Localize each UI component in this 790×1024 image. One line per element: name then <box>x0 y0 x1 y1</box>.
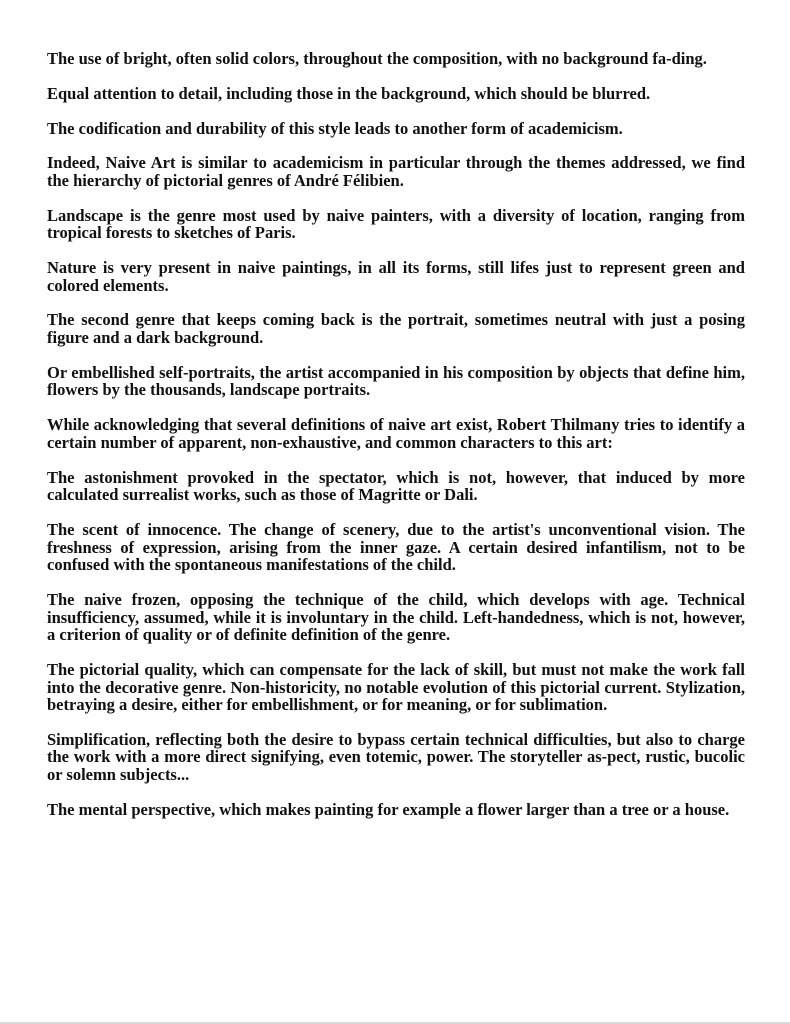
paragraph: The pictorial quality, which can compensate for the lack of skill, but must not make the work fall into the decorative genre. Non-historicity, no notable evolution of this pictorial current. Stylization, betraying a desire, either for embellishment, or for meaning, or for sublimation. <box>47 659 745 715</box>
document-page <box>47 50 745 818</box>
paragraph: Landscape is the genre most used by naive painters, with a diversity of location, ranging from tropical forests to sketches of Paris. <box>47 205 745 243</box>
paragraph: Or embellished self-portraits, the artist accompanied in his composition by objects that define him, flowers by the thousands, landscape portraits. <box>47 362 745 400</box>
paragraph: While acknowledging that several definitions of naive art exist, Robert Thilmany tries to identify a certain number of apparent, non-exhaustive, and common characters to this art: <box>47 415 745 452</box>
paragraph: The codification and durability of this style leads to another form of academicism. <box>47 118 623 138</box>
paragraph: The mental perspective, which makes painting for example a flower larger than a tree or a house. <box>47 799 730 819</box>
paragraph: Simplification, reflecting both the desire to bypass certain technical difficulties, but also to charge the work with a more direct signifying, even totemic, power. The storyteller as-pect, rustic, bucolic or solemn subjects... <box>47 729 745 785</box>
paragraph: The naive frozen, opposing the technique of the child, which develops with age. Technical insufficiency, assumed, while it is involuntary in the child. Left-handedness, which is not, however, a criterion of quality or of definite definition of the genre. <box>47 589 745 645</box>
paragraph: The scent of innocence. The change of scenery, due to the artist's unconventional vision. The freshness of expression, arising from the inner gaze. A certain desired infantilism, not to be confused with the spontaneous manifestations of the child. <box>47 519 745 575</box>
paragraph: The astonishment provoked in the spectator, which is not, however, that induced by more calculated surrealist works, such as those of Magritte or Dali. <box>47 467 745 505</box>
paragraph: The second genre that keeps coming back is the portrait, sometimes neutral with just a posing figure and a dark background. <box>47 310 745 348</box>
paragraph: Nature is very present in naive paintings, in all its forms, still lifes just to represent green and colored elements. <box>47 258 745 295</box>
paragraph: Indeed, Naive Art is similar to academicism in particular through the themes addressed, we find the hierarchy of pictorial genres of André Félibien. <box>47 153 745 190</box>
paragraph: Equal attention to detail, including those in the background, which should be blurred. <box>47 83 651 103</box>
paragraph: The use of bright, often solid colors, throughout the composition, with no background fa-ding. <box>47 49 707 68</box>
